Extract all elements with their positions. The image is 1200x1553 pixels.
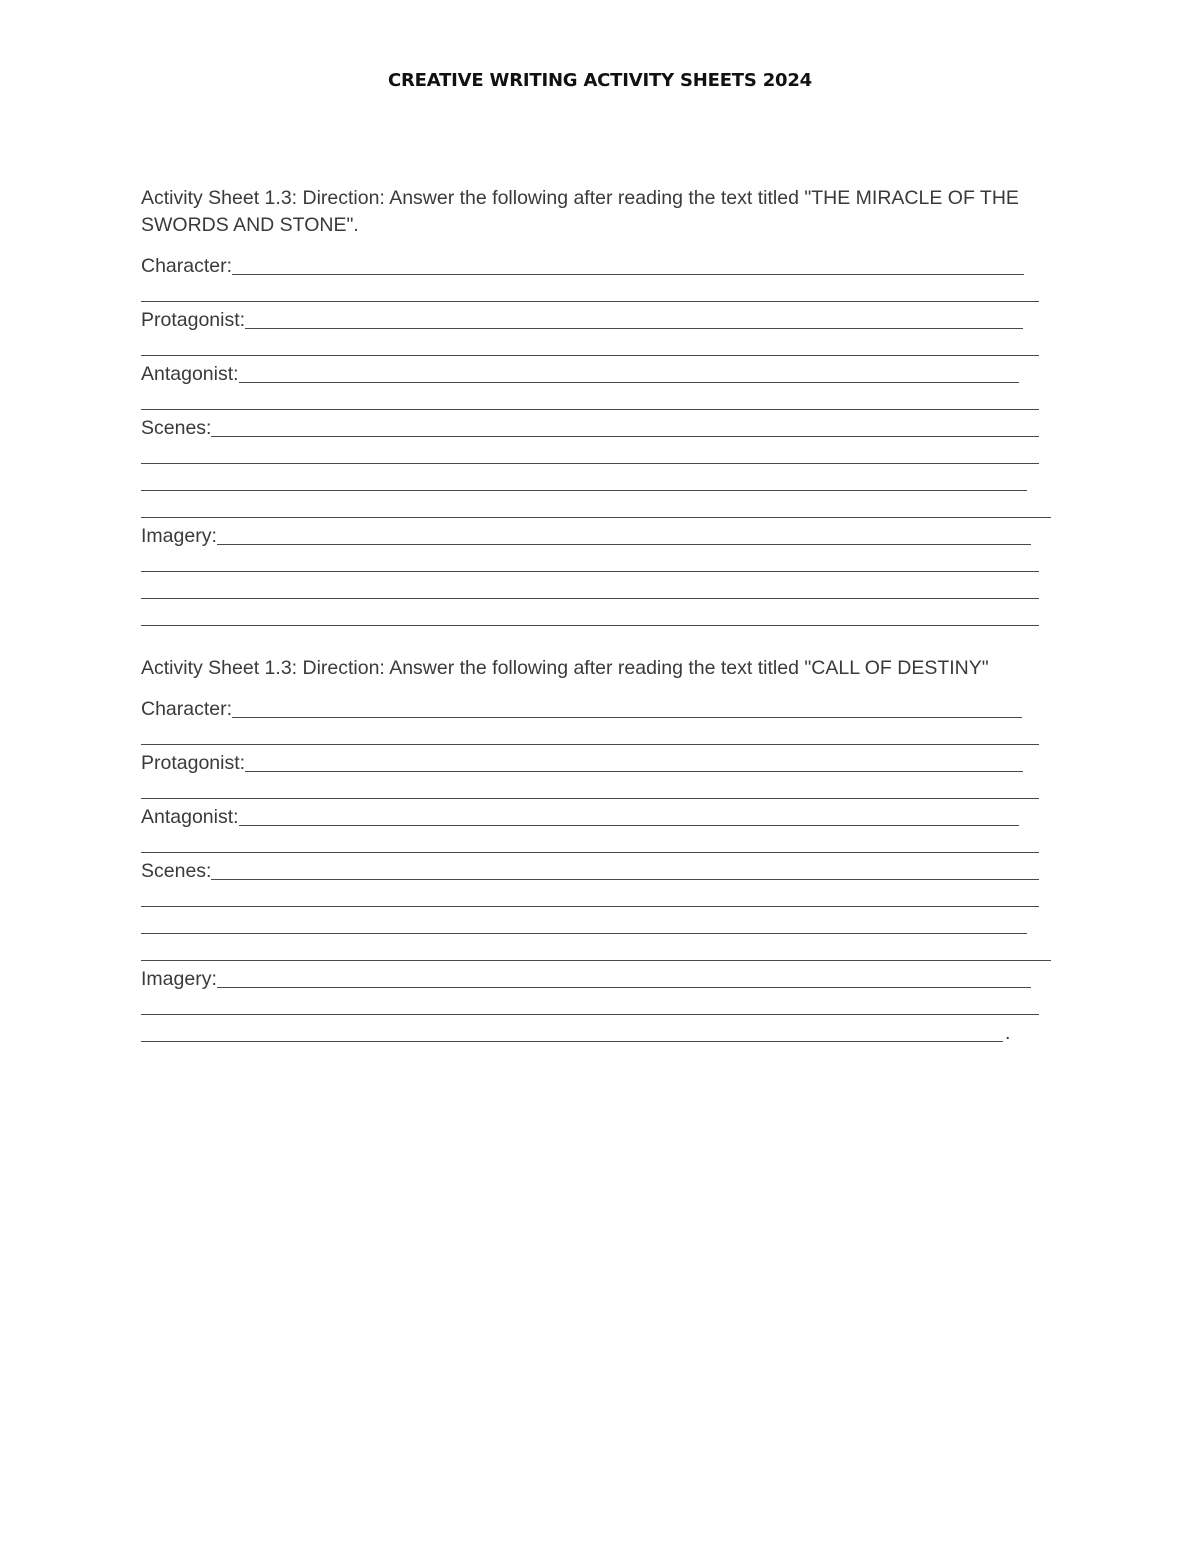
answer-rule[interactable] <box>141 933 1027 934</box>
field-label: Character: <box>141 255 233 277</box>
answer-line[interactable] <box>141 442 1056 469</box>
answer-rule[interactable] <box>232 717 1022 718</box>
field-label: Antagonist: <box>141 363 239 385</box>
answer-line[interactable] <box>141 253 1056 280</box>
page-title: CREATIVE WRITING ACTIVITY SHEETS 2024 <box>387 70 812 91</box>
answer-rule[interactable] <box>141 744 1039 745</box>
answer-rule[interactable] <box>245 328 1023 329</box>
answer-line[interactable] <box>141 723 1056 750</box>
field-label: Imagery: <box>141 525 217 547</box>
answer-rule[interactable] <box>141 409 1039 410</box>
character-field[interactable] <box>141 696 1056 750</box>
scenes-field[interactable] <box>141 858 1056 966</box>
answer-line[interactable] <box>141 777 1056 804</box>
answer-line[interactable] <box>141 361 1056 388</box>
answer-rule[interactable] <box>141 960 1051 961</box>
answer-rule[interactable] <box>239 382 1019 383</box>
answer-rule[interactable] <box>217 544 1031 545</box>
answer-line[interactable] <box>141 912 1056 939</box>
answer-line[interactable] <box>141 858 1056 885</box>
field-label: Protagonist: <box>141 752 246 774</box>
answer-line[interactable] <box>141 604 1056 631</box>
answer-rule[interactable] <box>141 301 1039 302</box>
protagonist-field[interactable] <box>141 307 1056 361</box>
direction-text: Activity Sheet 1.3: Direction: Answer the following after reading the text titled "THE MIRACLE OF THE SWORDS AND STONE". <box>141 187 1019 236</box>
field-label: Imagery: <box>141 968 217 990</box>
answer-rule[interactable] <box>141 463 1039 464</box>
answer-rule[interactable] <box>141 1041 1003 1042</box>
answer-line[interactable] <box>141 831 1056 858</box>
answer-rule[interactable] <box>141 906 1039 907</box>
answer-rule[interactable] <box>141 355 1039 356</box>
answer-line[interactable] <box>141 1020 1056 1047</box>
scenes-field[interactable] <box>141 415 1056 523</box>
answer-line[interactable] <box>141 415 1056 442</box>
activity-section-1 <box>141 185 1056 631</box>
answer-rule[interactable] <box>141 490 1027 491</box>
answer-rule[interactable] <box>211 436 1039 437</box>
field-label: Scenes: <box>141 860 212 882</box>
field-label: Character: <box>141 698 233 720</box>
answer-rule[interactable] <box>232 274 1024 275</box>
antagonist-field[interactable] <box>141 804 1056 858</box>
answer-rule[interactable] <box>141 852 1039 853</box>
answer-rule[interactable] <box>141 598 1039 599</box>
answer-line[interactable] <box>141 885 1056 912</box>
field-label: Protagonist: <box>141 309 246 331</box>
answer-line[interactable] <box>141 523 1056 550</box>
field-label: Antagonist: <box>141 806 239 828</box>
answer-rule[interactable] <box>245 771 1023 772</box>
antagonist-field[interactable] <box>141 361 1056 415</box>
character-field[interactable] <box>141 253 1056 307</box>
answer-rule[interactable] <box>239 825 1019 826</box>
answer-line[interactable] <box>141 388 1056 415</box>
answer-line[interactable] <box>141 496 1056 523</box>
closing-period: . <box>1005 1022 1011 1044</box>
protagonist-field[interactable] <box>141 750 1056 804</box>
answer-line[interactable] <box>141 750 1056 777</box>
direction-text: Activity Sheet 1.3: Direction: Answer the following after reading the text titled "CALL OF DESTINY" <box>141 657 989 679</box>
answer-line[interactable] <box>141 469 1056 496</box>
answer-line[interactable] <box>141 280 1056 307</box>
answer-line[interactable] <box>141 804 1056 831</box>
answer-line[interactable] <box>141 334 1056 361</box>
answer-line[interactable] <box>141 696 1056 723</box>
field-label: Scenes: <box>141 417 212 439</box>
answer-rule[interactable] <box>141 625 1039 626</box>
answer-line[interactable] <box>141 966 1056 993</box>
answer-rule[interactable] <box>141 571 1039 572</box>
answer-rule[interactable] <box>141 798 1039 799</box>
answer-line[interactable] <box>141 307 1056 334</box>
imagery-field[interactable] <box>141 966 1056 1047</box>
answer-line[interactable] <box>141 993 1056 1020</box>
activity-section-2 <box>141 655 1056 1047</box>
answer-line[interactable] <box>141 939 1056 966</box>
answer-line[interactable] <box>141 550 1056 577</box>
answer-rule[interactable] <box>141 1014 1039 1015</box>
answer-rule[interactable] <box>141 517 1051 518</box>
answer-rule[interactable] <box>217 987 1031 988</box>
answer-rule[interactable] <box>211 879 1039 880</box>
imagery-field[interactable] <box>141 523 1056 631</box>
answer-line[interactable] <box>141 577 1056 604</box>
